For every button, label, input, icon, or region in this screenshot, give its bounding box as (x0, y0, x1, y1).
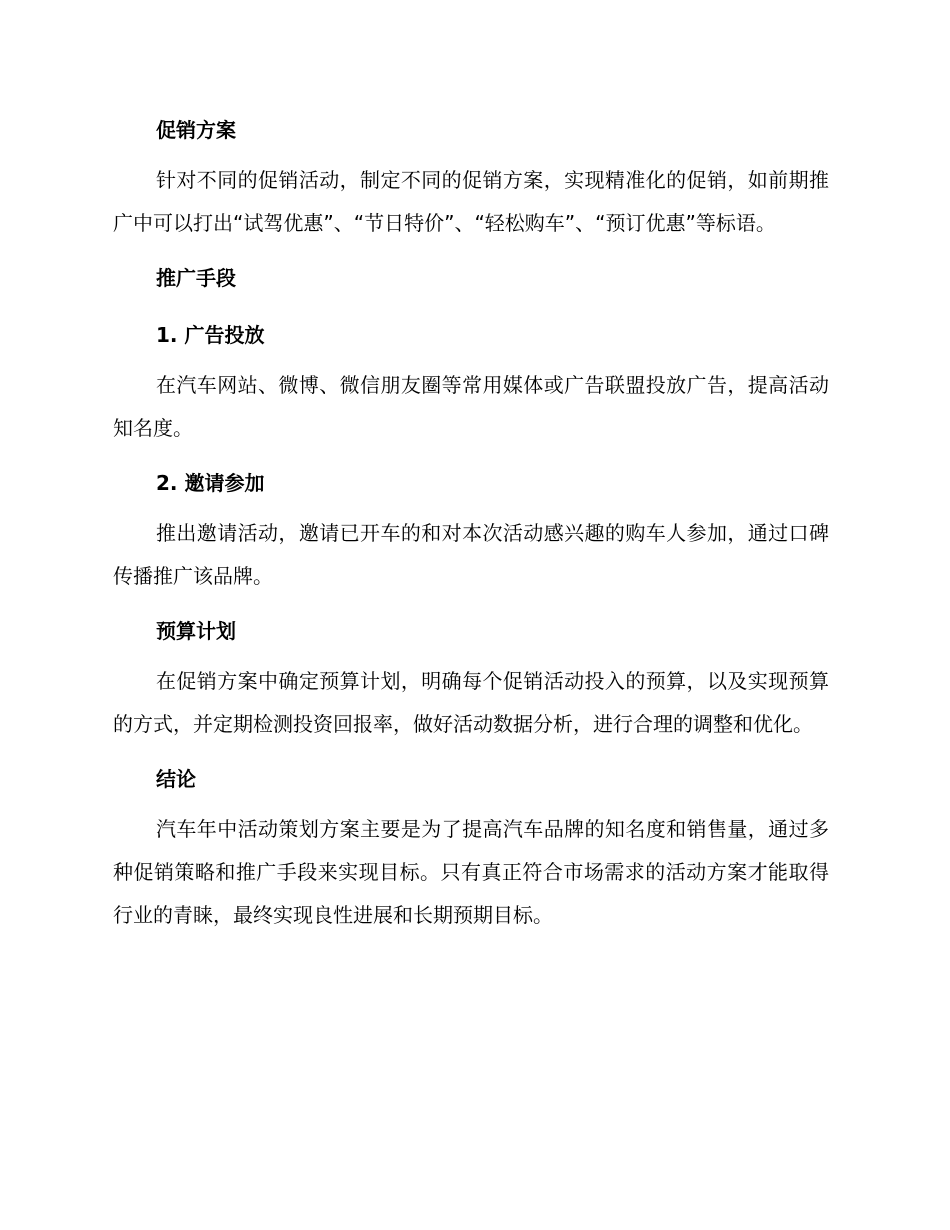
section-paragraph-ad-placement: 在汽车网站、微博、微信朋友圈等常用媒体或广告联盟投放广告，提高活动知名度。 (113, 373, 829, 440)
section-heading-invitation: 2. 邀请参加 (156, 471, 265, 495)
section-heading-ad-placement: 1. 广告投放 (156, 323, 265, 347)
section-heading-promotion-plan: 促销方案 (156, 118, 236, 142)
section-paragraph-budget-plan: 在促销方案中确定预算计划，明确每个促销活动投入的预算，以及实现预算的方式，并定期检测投资回报率，做好活动数据分析，进行合理的调整和优化。 (113, 669, 829, 736)
section-heading-budget-plan: 预算计划 (156, 619, 236, 643)
section-paragraph-promotion-plan: 针对不同的促销活动，制定不同的促销方案，实现精准化的促销，如前期推广中可以打出“试驾优惠”、“节日特价”、“轻松购车”、“预订优惠”等标语。 (113, 168, 829, 235)
section-heading-conclusion: 结论 (156, 767, 196, 791)
section-paragraph-conclusion: 汽车年中活动策划方案主要是为了提高汽车品牌的知名度和销售量，通过多种促销策略和推广手段来实现目标。只有真正符合市场需求的活动方案才能取得行业的青睐，最终实现良性进展和长期预期目标。 (113, 817, 829, 927)
section-paragraph-invitation: 推出邀请活动，邀请已开车的和对本次活动感兴趣的购车人参加，通过口碑传播推广该品牌。 (113, 521, 829, 588)
section-heading-promotion-means: 推广手段 (156, 266, 236, 290)
document-page (113, 111, 829, 937)
